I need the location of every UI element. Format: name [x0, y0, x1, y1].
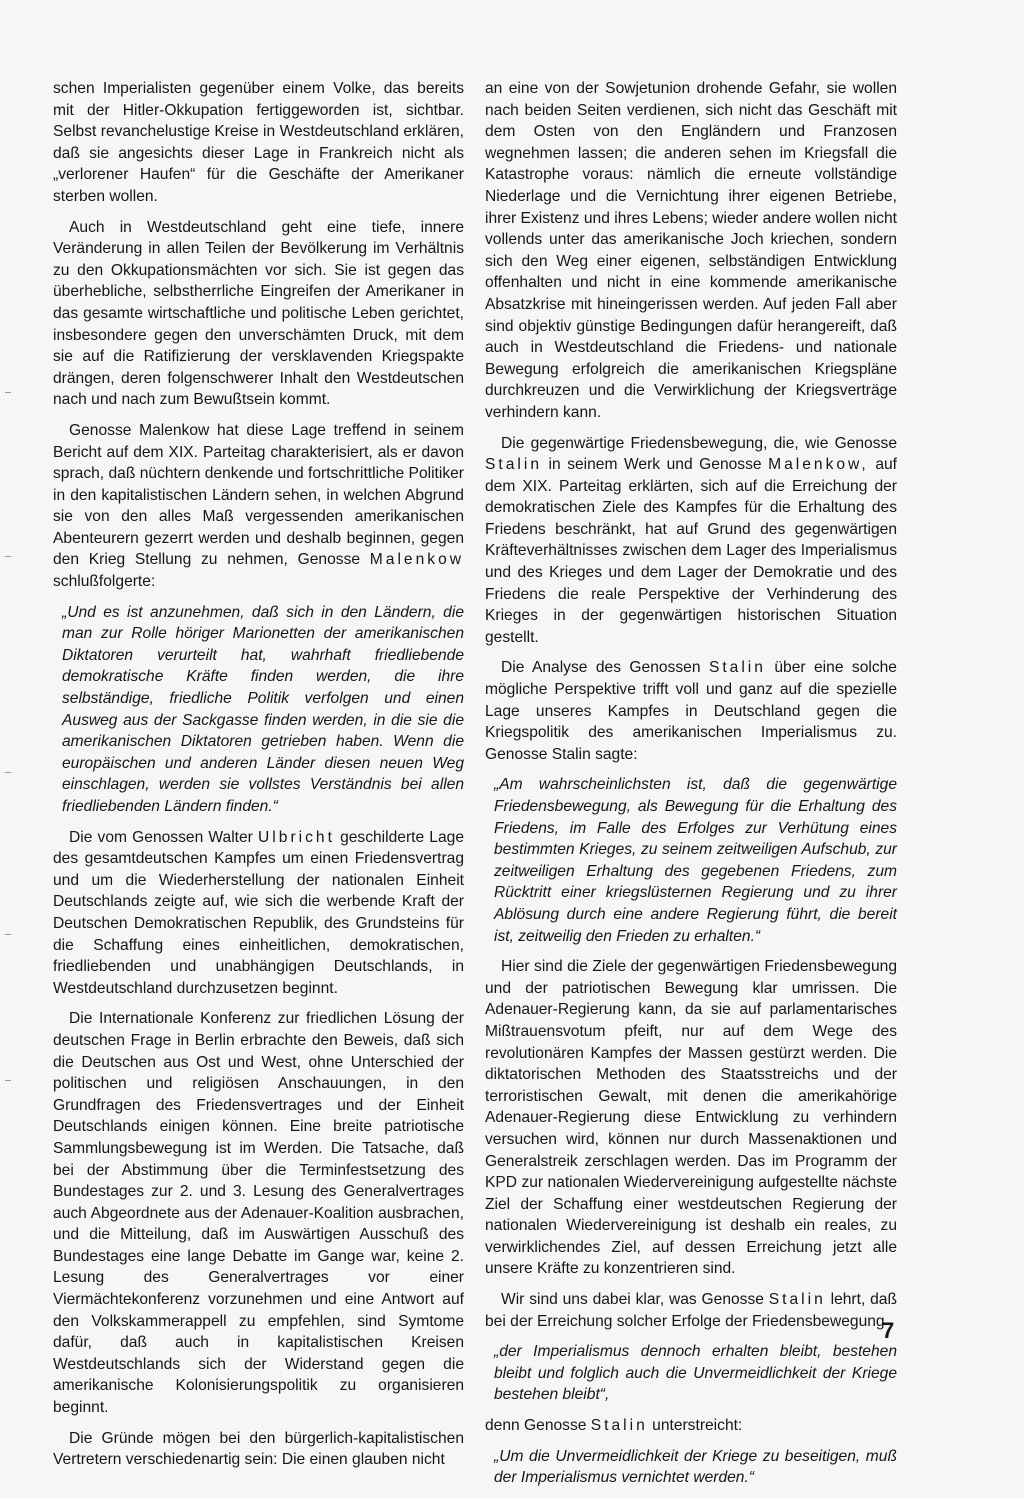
spaced-name: Stalin [485, 456, 543, 474]
paragraph [485, 1289, 897, 1332]
margin-mark [5, 392, 11, 393]
right-column [485, 78, 897, 1498]
page-number: 7 [882, 1318, 895, 1343]
paragraph: Die Internationale Konferenz zur friedlichen Lösung der deutschen Frage in Berlin erbrachte den Beweis, daß sich die Deutschen aus Ost und West, ohne Unterschied der politischen und religiösen Anschauungen, in den Grundfragen des Friedensvertrages und der Einheit Deutschlands einigen können. Eine breite patriotische Sammlungsbewegung ist im Werden. Die Tatsache, daß bei der Abstimmung über die Terminfestsetzung des Bundestages zur 2. und 3. Lesung des Generalvertrages auch Abgeordnete aus der Adenauer-Koalition ausbrachen, und die Mitteilung, daß im Auswärtigen Ausschuß des Bundestages eine lange Debatte im Gange war, keine 2. Lesung des Generalvertrages vor einer Viermächtekonferenz vorzunehmen und eine Antwort auf den Volkskammerappell zu empfehlen, sind Symtome dafür, daß auch in kapitalistischen Kreisen Westdeutschlands sich der Widerstand gegen die amerikanische Kolonisierungspolitik zu organisieren beginnt. [53, 1010, 464, 1417]
text-run: Die Analyse des Genossen [501, 659, 701, 677]
text-run: Wir sind uns dabei klar, was Genosse [501, 1291, 764, 1309]
text-run: geschilderte Lage des gesamtdeutschen Kampfes um einen Friedensvertrag und um die Wiederherstellung der nationalen Einheit Deutschlands zeigte auf, wie sich die werbende Kraft der Deutschen Demokratischen Republik, des Grundsteins für die Schaffung eines einheitlichen, demokratischen, friedliebenden und unabhängigen Deutschlands, in Westdeutschland durchzusetzen beginnt. [53, 828, 464, 997]
paragraph [53, 420, 464, 593]
spaced-name: Stalin [768, 1291, 826, 1309]
paragraph [485, 433, 897, 649]
paragraph: Die Gründe mögen bei den bürgerlich-kapitalistischen Vertretern verschiedenartig sein: Die einen glauben nicht [53, 1429, 464, 1469]
spaced-name: Malenkow, [768, 456, 869, 474]
text-run: denn Genosse [485, 1417, 587, 1435]
text-run: lehrt, daß bei der Erreichung solcher Erfolge der Friedensbewegung [485, 1291, 897, 1330]
margin-mark [5, 1080, 11, 1081]
paragraph: an eine von der Sowjetunion drohende Gefahr, sie wollen nach beiden Seiten verdienen, sich nicht das Geschäft mit dem Osten von den Engländern und Franzosen wegnehmen lassen; die anderen sehen im Kriegsfall die Katastrophe voraus: nämlich die erneute vollständige Niederlage und die Vernichtung ihrer eigenen Betriebe, ihrer Existenz und ihres Lebens; wieder andere wollen nicht vollends unter das amerikanische Joch kriechen, sondern sich den Weg einer eigenen, selbständigen Entwicklung offenhalten und nicht in eine kommende amerikanische Absatzkrise mit hineingerissen werden. Auf jeden Fall aber sind objektiv günstige Bedingungen dafür herangereift, daß auch in Westdeutschland die Friedens- und nationale Bewegung erfolgreich die amerikanischen Kriegspläne durchkreuzen und die Verwirklichung der Kriegsverträge verhindern kann. [485, 80, 897, 421]
margin-mark [5, 934, 11, 935]
block-quote: „Und es ist anzunehmen, daß sich in den Ländern, die man zur Rolle höriger Marionetten der amerikanischen Diktatoren verurteilt hat, wahrhaft friedliebende demokratische Kräfte finden werden, die ihre selbständige, friedliche Politik verfolgen und einen Ausweg aus der Sackgasse finden werden, in die sie die amerikanischen Diktatoren getrieben haben. Wenn die europäischen und anderen Länder diesen neuen Weg einschlagen, werden sie vollstes Verständnis bei allen friedliebenden Ländern finden.“ [62, 603, 464, 815]
margin-mark [5, 556, 11, 557]
paragraph: Auch in Westdeutschland geht eine tiefe, innere Veränderung in allen Teilen der Bevölkerung im Verhältnis zu den Okkupationsmächten vor sich. Sie ist gegen das überhebliche, selbstherrliche Eingreifen der Amerikaner in das gesamte wirtschaftliche und politische Leben gerichtet, insbesondere gegen den unverschämten Druck, mit dem sie auf die Ratifizierung der versklavenden Kriegspakte drängen, deren folgenschwerer Inhalt den Westdeutschen nach und nach zum Bewußtsein kommt. [53, 218, 464, 409]
text-run: in seinem Werk und Genosse [548, 456, 762, 474]
spaced-name: Ulbricht [258, 828, 335, 846]
text-run: unterstreicht: [652, 1417, 743, 1435]
spaced-name: Malenkow [369, 551, 464, 569]
text-run: Genosse Malenkow hat diese Lage treffend in seinem Bericht auf dem XIX. Parteitag charakterisiert, als er davon sprach, daß nüchtern denkende und fortschrittliche Politiker in den kapitalistischen Ländern sehen, in welchen Abgrund sie von den alles Maß vergessenden amerikanischen Abenteurern gezerrt werden und deshalb beginnen, gegen den Krieg Stellung zu nehmen, Genosse [53, 421, 464, 569]
block-quote: „der Imperialismus dennoch erhalten bleibt, bestehen bleibt und folglich auch die Unvermeidlichkeit der Kriege bestehen bleibt“, [494, 1343, 897, 1404]
paragraph [53, 827, 464, 1000]
paragraph: schen Imperialisten gegenüber einem Volke, das bereits mit der Hitler-Okkupation fertiggeworden ist, sichtbar. Selbst revanchelustige Kreise in Westdeutschland erklären, daß sie angesichts dieser Lage in Frankreich nicht als „verlorener Haufen“ für die Geschäfte der Amerikaner sterben wollen. [53, 80, 464, 205]
left-column [53, 78, 464, 1480]
margin-mark [5, 772, 11, 773]
block-quote: „Am wahrscheinlichsten ist, daß die gegenwärtige Friedensbewegung, als Bewegung für die Erhaltung des Friedens, im Falle des Erfolges zur Verhütung eines bestimmten Krieges, zu seinem zeitweiligen Aufschub, zur zeitweiligen Erhaltung des gegebenen Friedens, zum Rücktritt einer kriegslüsternen Regierung und zu ihrer Ablösung durch eine andere Regierung führt, die bereit ist, zeitweilig den Frieden zu erhalten.“ [494, 776, 897, 945]
paragraph [485, 1415, 897, 1437]
spaced-name: Stalin [590, 1417, 648, 1435]
text-run: über eine solche mögliche Perspektive trifft voll und ganz auf die spezielle Lage unseres Kampfes in Deutschland gegen die Kriegspolitik des amerikanischen Imperialismus zu. Genosse Stalin sagte: [485, 659, 897, 763]
text-run: Die gegenwärtige Friedensbewegung, die, wie Genosse [501, 434, 897, 452]
text-run: Die vom Genossen Walter [69, 828, 253, 846]
paragraph: Hier sind die Ziele der gegenwärtigen Friedensbewegung und der patriotischen Bewegung klar umrissen. Die Adenauer-Regierung kann, da sie auf parlamentarisches Mißtrauensvotum pfeift, nur auf dem Wege des revolutionären Kampfes der Massen gestürzt werden. Die diktatorischen Methoden des Staatsstreichs und der terroristischen Gewalt, mit denen die amerikahörige Adenauer-Regierung diese Entwicklung zu verhindern versuchen wird, können nur durch Massenaktionen und Generalstreik zerschlagen werden. Das im Programm der KPD zur nationalen Wiedervereinigung aufgestellte nächste Ziel der Schaffung einer westdeutschen Regierung der nationalen Wiedervereinigung ist deshalb ein reales, zu verwirklichendes Ziel, auf dessen Erreichung jetzt alle unsere Kräfte zu konzentrieren sind. [485, 958, 897, 1278]
spaced-name: Stalin [708, 659, 766, 677]
paragraph [485, 657, 897, 765]
text-run: auf dem XIX. Parteitag erklärten, sich auf die Erreichung der demokratischen Ziele des Kampfes für die Erhaltung des Friedens beschränkt, hat auf Grund des gegenwärtigen Kräfteverhältnisses zwischen dem Lager des Imperialismus und des Krieges und dem Lager der Demokratie und des Friedens die reale Perspektive der Verhinderung des Krieges in der gegenwärtigen historischen Situation gestellt. [485, 456, 897, 646]
text-run: schlußfolgerte: [53, 573, 156, 591]
block-quote: „Um die Unvermeidlichkeit der Kriege zu beseitigen, muß der Imperialismus vernichtet werden.“ [494, 1447, 897, 1487]
